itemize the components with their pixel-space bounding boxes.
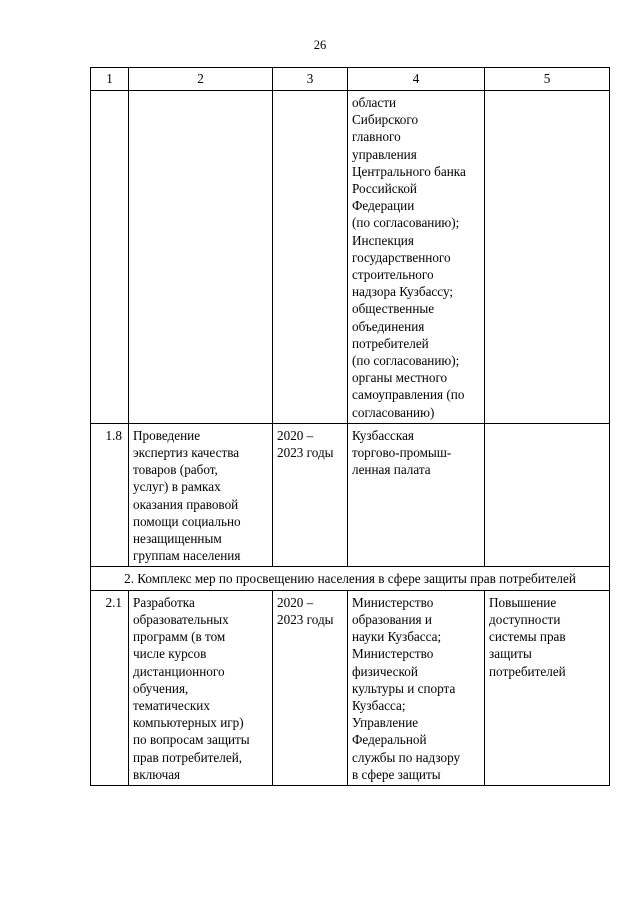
section-row [91, 567, 610, 590]
row-number [91, 91, 129, 424]
executors-cell: Министерство образования и науки Кузбасса; Министерство физической культуры и спорта Кузбасса; Управление Федеральной службы по надзору в сфере защиты [348, 590, 485, 785]
period-cell: 2020 – 2023 годы [273, 590, 348, 785]
row-number: 1.8 [91, 423, 129, 567]
header-cell: 5 [485, 68, 610, 91]
period-cell [273, 91, 348, 424]
page-number: 26 [313, 38, 327, 52]
section-title: 2. Комплекс мер по просвещению населения в сфере защиты прав потребителей [91, 567, 610, 590]
table-row [91, 91, 610, 424]
row-number: 2.1 [91, 590, 129, 785]
result-cell: Повышение доступности системы прав защиты потребителей [485, 590, 610, 785]
header-cell: 1 [91, 68, 129, 91]
measures-table [90, 67, 610, 786]
result-cell [485, 423, 610, 567]
table-header-row [91, 68, 610, 91]
measure-cell: Проведение экспертиз качества товаров (работ, услуг) в рамках оказания правовой помощи социально незащищенным группам населения [129, 423, 273, 567]
header-cell: 2 [129, 68, 273, 91]
header-cell: 4 [348, 68, 485, 91]
period-cell: 2020 – 2023 годы [273, 423, 348, 567]
executors-cell: Кузбасская торгово-промыш- ленная палата [348, 423, 485, 567]
measure-cell: Разработка образовательных программ (в том числе курсов дистанционного обучения, тематических компьютерных игр) по вопросам защиты прав потребителей, включая [129, 590, 273, 785]
measure-cell [129, 91, 273, 424]
table-row [91, 423, 610, 567]
header-cell: 3 [273, 68, 348, 91]
executors-cell: области Сибирского главного управления Центрального банка Российской Федерации (по согласованию); Инспекция государственного строительного надзора Кузбассу; общественные объединения потребителей (по согласованию); органы местного самоуправления (по согласованию) [348, 91, 485, 424]
result-cell [485, 91, 610, 424]
table-row [91, 590, 610, 785]
